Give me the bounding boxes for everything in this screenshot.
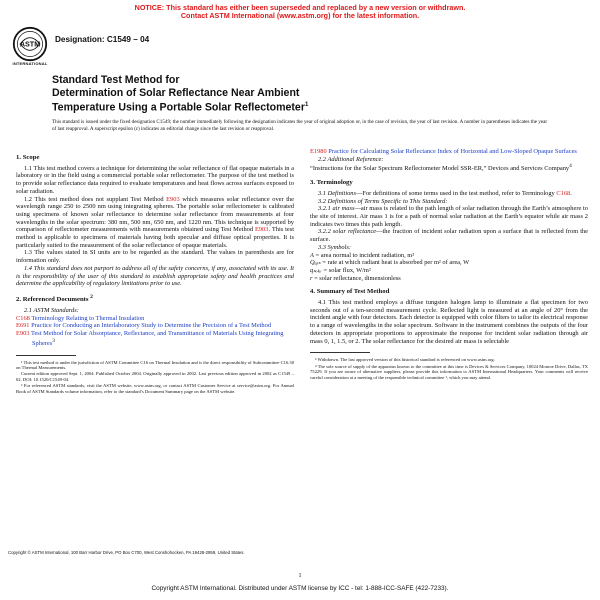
para-3-2: 3.2 Definitions of Terms Specific to This Standard:	[318, 197, 448, 205]
title-line-2: Determination of Solar Reflectance Near Ambient	[52, 86, 300, 99]
ref-c168[interactable]: C168 Terminology Relating to Thermal Insulation	[16, 314, 145, 322]
ref-e691[interactable]: E691 Practice for Conducting an Interlaboratory Study to Determine the Precision of a Test Method	[16, 322, 272, 330]
para-4-1: 4.1 This test method employs a diffuse tungsten halogen lamp to illuminate a flat specimen for two seconds out of a ten-second measurement cycle. Reflected light is measured at an angle of 20° from the incident angle with four detectors. Each detector is equipped with color filters to tailor its electrical response to a range of wavelengths in the solar spectrum. Software in the instrument combines the outputs of the four detectors in appropriate proportions to approximate the response for incident solar radiation through air mass 0, 1, 1.5, or 2. The solar reflectance for the desired air mass is selectable	[310, 299, 588, 345]
section-scope-heading: 1. Scope	[16, 154, 40, 161]
footnote-1: ¹ This test method is under the jurisdiction of ASTM Committee C16 on Thermal Insulation and is the direct responsibility of Subcommittee C16.30 on Thermal Measurements.	[16, 359, 294, 370]
ref-e903[interactable]: E903 Test Method for Solar Absorptance, Reflectance, and Transmittance of Materials Using Integrating Spheres$^3$	[16, 330, 284, 347]
link-e903[interactable]: E903	[254, 226, 269, 234]
designation: Designation: C1549 – 04	[55, 35, 150, 44]
link-e903[interactable]: E903	[166, 195, 180, 203]
para-2-1: 2.1 ASTM Standards:	[24, 306, 79, 314]
svg-text:ASTM: ASTM	[19, 39, 41, 49]
ref-e1980[interactable]: E1980 Practice for Calculating Solar Reflectance Index of Horizontal and Low-Sloped Opaque Surfaces	[310, 148, 577, 155]
title-footnote-mark: 1	[304, 102, 309, 108]
copyright-line: Copyright © ASTM International, 100 Barr Harbor Drive, PO Box C700, West Conshohocken, PA 19428-2959, United States.	[8, 550, 245, 555]
footnote-1b: Current edition approved Sept. 1, 2004. Published October 2004. Originally approved in 2002. Last previous edition approved in 2002 as C1549 – 02. DOI: 10.1520/C1549-04.	[16, 371, 294, 382]
footnote-rule	[16, 355, 76, 356]
right-column	[310, 148, 588, 381]
notice-line-1: NOTICE: This standard has either been superseded and replaced by a new version or withdrawn.	[134, 3, 466, 12]
left-column	[16, 148, 294, 395]
section-referenced-heading: 2. Referenced Documents $^2$	[16, 293, 93, 304]
para-2-2: 2.2 Additional Reference:	[318, 155, 384, 163]
page-number: 1	[298, 573, 302, 579]
footnote-rule	[310, 352, 370, 353]
section-summary-heading: 4. Summary of Test Method	[310, 288, 390, 296]
logo-caption: INTERNATIONAL	[12, 61, 48, 66]
para-2-2-text: “Instructions for the Solar Spectrum Reflectometer Model SSR-ER,” Devices and Services Company$^4$	[310, 163, 572, 173]
link-c168[interactable]: C168	[556, 189, 571, 197]
footnote-3: ³ Withdrawn. The last approved version of this historical standard is referenced on www.astm.org.	[315, 357, 495, 363]
notice-line-2: Contact ASTM International (www.astm.org) for the latest information.	[180, 11, 420, 21]
para-3-2-1: 3.2.1 air mass—air mass is related to the path length of solar radiation through the Earth’s atmosphere to the site of interest. Air mass 1 is for a path of normal solar radiation at the Earth’s equator while air mass 2 indicates two times this path length.	[310, 205, 588, 228]
footnote-4: ⁴ The sole source of supply of the apparatus known to the committee at this time is Devices & Services Company, 10024 Monroe Drive, Dallas, TX 75229. If you are aware of alternative suppliers, please provide this information to ASTM International Headquarters. Your comments will receive careful consideration at a meeting of the responsible technical committee ¹, which you may attend.	[310, 363, 588, 380]
title-line-3: Temperature Using a Portable Solar Reflectometer$^1$	[52, 101, 309, 114]
symbol-qsolar: qₛₒₗₐᵣ = solar flux, W/m²	[310, 266, 371, 274]
document-title	[52, 74, 552, 114]
symbol-r: r = solar reflectance, dimensionless	[310, 274, 401, 282]
para-1-2: 1.2 This test method does not supplant Test Method E903 which measures solar reflectance over the wavelength range 250 to 2500 nm using integrating spheres. The portable solar reflectometer is calibrated using specimens of known solar reflectance to determine solar reflectance from measurements at four wavelengths in the solar spectrum: 380 nm, 500 nm, 650 nm, and 1220 nm. This technique is supported by comparison of reflectometer measurements with measurements obtained using Test Method E903. This test method is applicable to specimens of materials having both specular and diffuse optical properties. It is particularly suited to the measurement of the solar reflectance of opaque materials.	[16, 195, 295, 249]
preamble-text: This standard is issued under the fixed designation C1549; the number immediately following the designation indicates the year of original adoption or, in the case of revision, the year of last revision. A number in parentheses indicates the year of last reapproval. A superscript epsilon (ε) indicates an editorial change since the last revision or reapproval.	[52, 119, 548, 132]
symbol-a: A = area normal to incident radiation, m²	[310, 251, 415, 259]
astm-logo-icon	[12, 26, 48, 62]
title-line-1: Standard Test Method for	[52, 74, 180, 86]
para-3-1: 3.1 Definitions—For definitions of some terms used in the test method, refer to Terminology C168.	[318, 189, 572, 197]
license-line: Copyright ASTM International. Distributed under ASTM license by ICC - tel: 1-888-ICC-SAFE (422-7233).	[151, 585, 449, 592]
symbol-qabs: Qₐᵦₛ = rate at which radiant heat is absorbed per m² of area, W	[310, 259, 470, 267]
section-terminology-heading: 3. Terminology	[310, 179, 353, 187]
para-3-2-2: 3.2.2 solar reflectance—the fraction of incident solar radiation upon a surface that is reflected from the surface.	[310, 228, 588, 244]
para-1-1: 1.1 This test method covers a technique for determining the solar reflectance of flat opaque materials in a laboratory or in the field using a commercial portable solar reflectometer. The purpose of the test method is to provide solar reflectance data required to evaluate temperatures and heat flows across surfaces exposed to solar radiation.	[16, 164, 294, 195]
footnotes-left	[16, 360, 294, 394]
footnotes-right	[310, 357, 588, 380]
para-1-4: 1.4 This standard does not purport to address all of the safety concerns, if any, associated with its use. It is the responsibility of the user of this standard to establish appropriate safety and health practices and determine the applicability of regulatory limitations prior to use.	[16, 264, 294, 288]
footnote-2: ² For referenced ASTM standards, visit the ASTM website, www.astm.org, or contact ASTM Customer Service at service@astm.org. For Annual Book of ASTM Standards volume information, refer to the standard’s Document Summary page on the ASTM website.	[16, 383, 294, 394]
withdrawal-notice	[0, 4, 600, 21]
para-3-3: 3.3 Symbols:	[318, 243, 352, 251]
para-1-3: 1.3 The values stated in SI units are to be regarded as the standard. The values in parenthesis are for information only.	[16, 249, 294, 265]
